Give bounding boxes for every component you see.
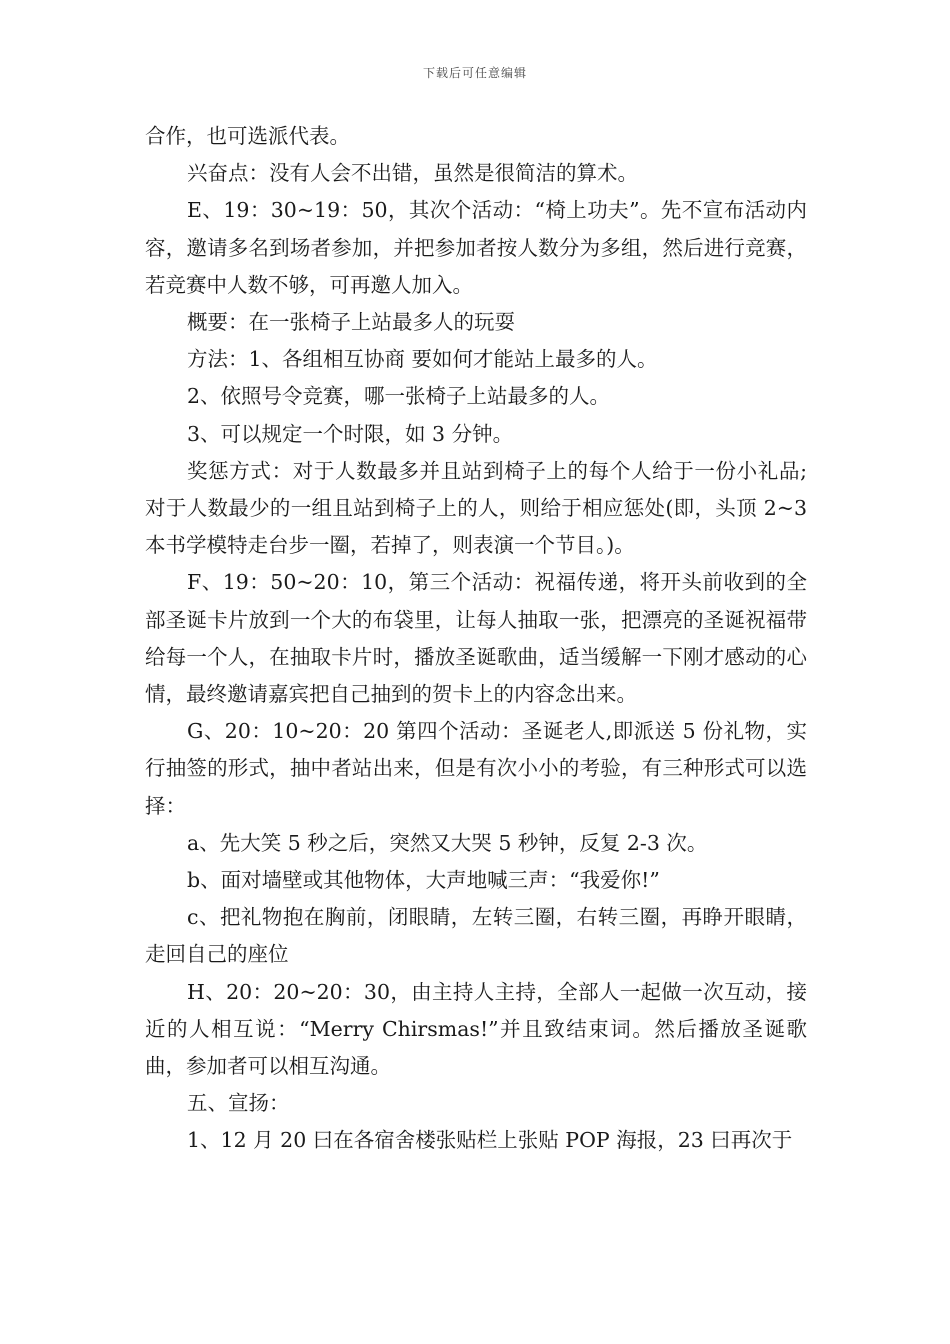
paragraph: G、20：10~20：20 第四个活动：圣诞老人,即派送 5 份礼物，实行抽签的形式，抽中者站出来，但是有次小小的考验，有三种形式可以选择：	[145, 719, 807, 818]
paragraph: H、20：20~20：30，由主持人主持，全部人一起做一次互动，接近的人相互说：“Merry Chirsmas!”并且致结束词。然后播放圣诞歌曲，参加者可以相互沟通。	[145, 979, 807, 1079]
paragraph: b、面对墙壁或其他物体，大声地喊三声：“我爱你!”	[187, 868, 660, 893]
paragraph: 1、12 月 20 曰在各宿舍楼张贴栏上张贴 POP 海报，23 曰再次于	[187, 1128, 793, 1153]
paragraph: 3、可以规定一个时限，如 3 分钟。	[187, 421, 514, 446]
paragraph: 合作，也可选派代表。	[145, 124, 350, 148]
document-body	[145, 118, 807, 1160]
paragraph: 兴奋点：没有人会不出错，虽然是很简洁的算术。	[187, 161, 638, 186]
paragraph: E、19：30~19：50，其次个活动：“椅上功夫”。先不宣布活动内容，邀请多名到场者参加，并把参加者按人数分为多组，然后进行竞赛，若竞赛中人数不够，可再邀人加入。	[145, 198, 807, 297]
paragraph: 奖惩方式：对于人数最多并且站到椅子上的每个人给于一份小礼品;对于人数最少的一组且站到椅子上的人，则给于相应惩处(即，头顶 2~3 本书学模特走台步一圈，若掉了，则表演一个节目。)。	[145, 458, 807, 558]
paragraph: 五、宣扬：	[187, 1091, 290, 1116]
paragraph: F、19：50~20：10，第三个活动：祝福传递，将开头前收到的全部圣诞卡片放到一个大的布袋里，让每人抽取一张，把漂亮的圣诞祝福带给每一个人，在抽取卡片时，播放圣诞歌曲，适当缓解一下刚才感动的心情，最终邀请嘉宾把自己抽到的贺卡上的内容念出来。	[145, 570, 807, 707]
paragraph: 概要：在一张椅子上站最多人的玩耍	[187, 310, 515, 335]
paragraph: a、先大笑 5 秒之后，突然又大哭 5 秒钟，反复 2-3 次。	[187, 830, 708, 855]
paragraph: 方法：1、各组相互协商 要如何才能站上最多的人。	[187, 347, 658, 372]
paragraph: c、把礼物抱在胸前，闭眼睛，左转三圈，右转三圈，再睁开眼睛，走回自己的座位	[145, 905, 807, 967]
paragraph: 2、依照号令竞赛，哪一张椅子上站最多的人。	[187, 384, 611, 409]
page-header: 下载后可任意编辑	[422, 66, 527, 80]
